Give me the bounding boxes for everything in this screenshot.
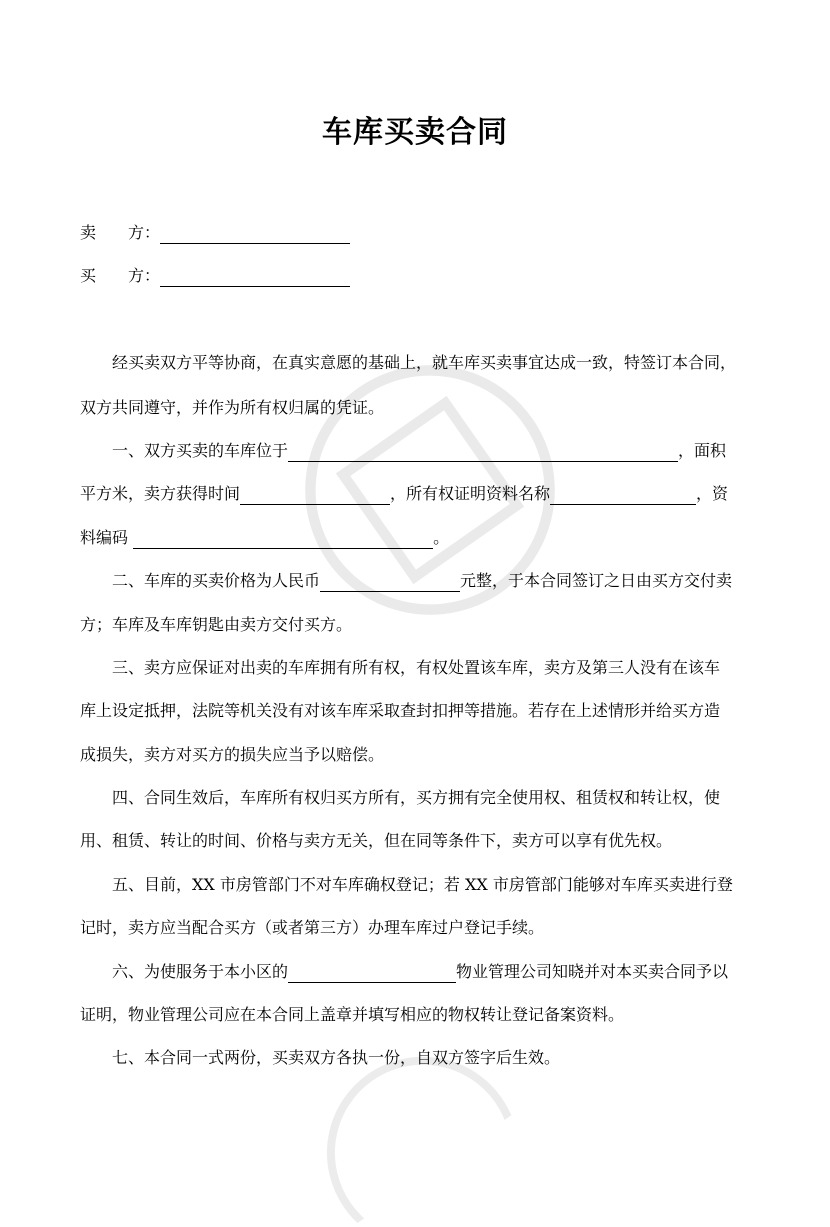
seller-field[interactable]	[160, 227, 350, 244]
clause-3-line-2	[80, 700, 752, 722]
clause-6-line-1	[112, 961, 752, 983]
clause-4-line-2	[80, 830, 752, 852]
document-code-field[interactable]	[133, 532, 433, 549]
ownership-doc-name-field[interactable]	[550, 488, 696, 505]
clause-5-line-2	[80, 917, 752, 939]
clause-1-line-3	[80, 527, 752, 549]
clause-4-text-2: 用、租赁、转让的时间、价格与卖方无关，但在同等条件下，卖方可以享有优先权。	[80, 831, 673, 850]
intro-text-1: 经买卖双方平等协商，在真实意愿的基础上，就车库买卖事宜达成一致，特签订本合同，	[112, 353, 737, 372]
clause-2-text-a: 二、车库的买卖价格为人民币	[112, 571, 321, 590]
clause-4-text-1: 四、合同生效后，车库所有权归买方所有，买方拥有完全使用权、租赁权和转让权，使	[112, 788, 721, 807]
clause-3-text-2: 库上设定抵押，法院等机关没有对该车库采取查封扣押等措施。若存在上述情形并给买方造	[80, 701, 721, 720]
intro-text-2: 双方共同遵守，并作为所有权归属的凭证。	[80, 398, 385, 417]
clause-3-line-1	[112, 657, 752, 679]
clause-2-line-2	[80, 614, 752, 636]
buyer-row	[80, 265, 350, 287]
buyer-field[interactable]	[160, 270, 350, 287]
seller-row	[80, 222, 350, 244]
intro-line-1	[112, 352, 752, 374]
page-title: 车库买卖合同	[322, 115, 508, 150]
intro-line-2	[80, 397, 752, 419]
clause-1-text-e: ，资	[696, 484, 729, 503]
clause-1-text-f: 料编码	[80, 528, 129, 547]
clause-3-line-3	[80, 744, 752, 766]
clause-5-text-2: 记时，卖方应当配合买方（或者第三方）办理车库过户登记手续。	[80, 918, 545, 937]
clause-6-text-2: 证明，物业管理公司应在本合同上盖章并填写相应的物权转让登记备案资料。	[80, 1005, 625, 1024]
clause-5-line-1	[112, 874, 752, 896]
acquisition-time-field[interactable]	[240, 488, 390, 505]
clause-6-text-a: 六、为使服务于本小区的	[112, 962, 289, 981]
clause-1-line-2	[80, 483, 752, 505]
clause-3-text-3: 成损失，卖方对买方的损失应当予以赔偿。	[80, 745, 385, 764]
clause-6-line-2	[80, 1004, 752, 1026]
clause-1-text-b: ，面积	[678, 441, 727, 460]
property-company-field[interactable]	[288, 966, 456, 983]
clause-1-text-g: 。	[433, 528, 450, 547]
seller-label: 卖 方：	[80, 223, 161, 242]
clause-2-line-1	[112, 570, 752, 592]
clause-1-text-c: 平方米，卖方获得时间	[80, 484, 241, 503]
clause-5-text-1: 五、目前，XX 市房管部门不对车库确权登记；若 XX 市房管部门能够对车库买卖进行登	[112, 875, 733, 894]
watermark-logo-bottom	[284, 1013, 517, 1226]
clause-2-text-b: 元整，于本合同签订之日由买方交付卖	[460, 571, 733, 590]
clause-1-line-1	[112, 440, 752, 462]
clause-1-text-d: ，所有权证明资料名称	[390, 484, 551, 503]
clause-4-line-1	[112, 787, 752, 809]
clause-2-text-c: 方；车库及车库钥匙由卖方交付买方。	[80, 615, 353, 634]
buyer-label: 买 方：	[80, 266, 161, 285]
clause-7-text-1: 七、本合同一式两份，买卖双方各执一份，自双方签字后生效。	[112, 1048, 561, 1067]
garage-location-field[interactable]	[288, 445, 678, 462]
clause-3-text-1: 三、卖方应保证对出卖的车库拥有所有权，有权处置该车库，卖方及第三人没有在该车	[112, 658, 721, 677]
clause-6-text-b: 物业管理公司知晓并对本买卖合同予以	[456, 962, 729, 981]
clause-1-text-a: 一、双方买卖的车库位于	[112, 441, 289, 460]
price-field[interactable]	[320, 575, 460, 592]
clause-7-line-1	[112, 1047, 752, 1069]
